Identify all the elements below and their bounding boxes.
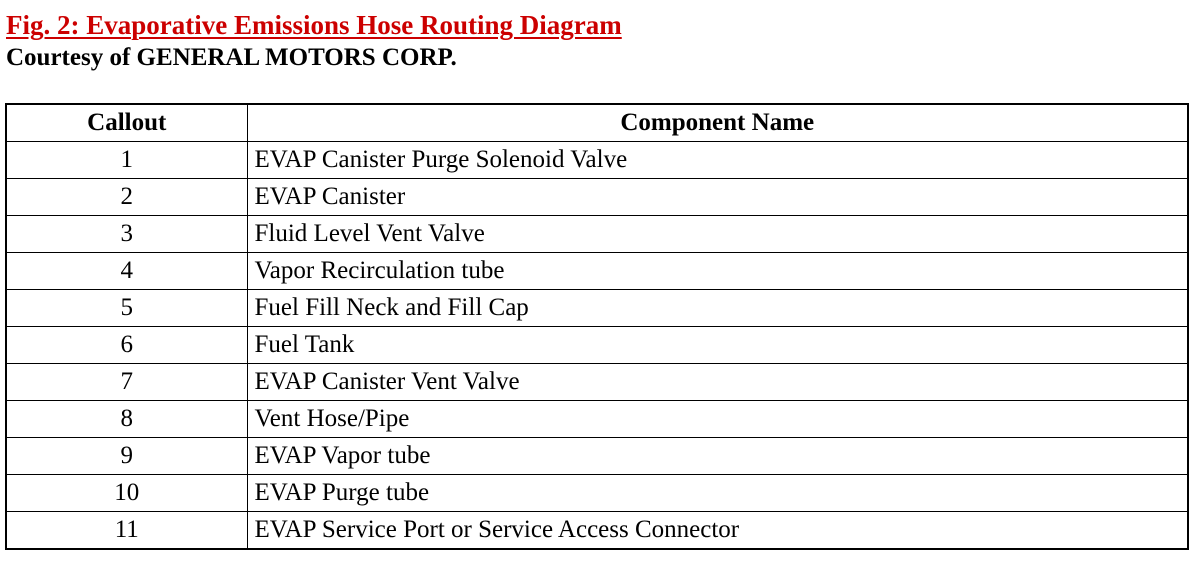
callout-column-header: Callout — [6, 104, 247, 142]
callout-cell: 9 — [6, 438, 247, 475]
callout-cell: 3 — [6, 216, 247, 253]
table-row — [6, 475, 1188, 512]
callout-cell: 10 — [6, 475, 247, 512]
component-name-cell: Fuel Fill Neck and Fill Cap — [247, 290, 1188, 327]
table-row — [6, 290, 1188, 327]
callout-cell: 11 — [6, 512, 247, 550]
table-row — [6, 438, 1188, 475]
component-name-cell: EVAP Canister Vent Valve — [247, 364, 1188, 401]
component-name-cell: EVAP Vapor tube — [247, 438, 1188, 475]
component-name-cell: EVAP Purge tube — [247, 475, 1188, 512]
table-row — [6, 142, 1188, 179]
figure-credit: Courtesy of GENERAL MOTORS CORP. — [6, 44, 457, 71]
component-name-cell: Vapor Recirculation tube — [247, 253, 1188, 290]
component-name-cell: Fluid Level Vent Valve — [247, 216, 1188, 253]
table-row — [6, 216, 1188, 253]
callout-cell: 4 — [6, 253, 247, 290]
table-row — [6, 253, 1188, 290]
component-name-cell: EVAP Canister — [247, 179, 1188, 216]
table-row — [6, 179, 1188, 216]
callout-cell: 6 — [6, 327, 247, 364]
callout-cell: 1 — [6, 142, 247, 179]
callout-cell: 8 — [6, 401, 247, 438]
component-name-cell: Vent Hose/Pipe — [247, 401, 1188, 438]
component-name-cell: Fuel Tank — [247, 327, 1188, 364]
component-table — [5, 103, 1189, 550]
callout-cell: 2 — [6, 179, 247, 216]
table-row — [6, 401, 1188, 438]
figure-title: Fig. 2: Evaporative Emissions Hose Routing Diagram — [6, 10, 622, 40]
table-row — [6, 512, 1188, 550]
callout-cell: 7 — [6, 364, 247, 401]
component-name-cell: EVAP Canister Purge Solenoid Valve — [247, 142, 1188, 179]
table-header-row — [6, 104, 1188, 142]
component-name-column-header: Component Name — [247, 104, 1188, 142]
table-row — [6, 327, 1188, 364]
component-name-cell: EVAP Service Port or Service Access Connector — [247, 512, 1188, 550]
table-row — [6, 364, 1188, 401]
callout-cell: 5 — [6, 290, 247, 327]
